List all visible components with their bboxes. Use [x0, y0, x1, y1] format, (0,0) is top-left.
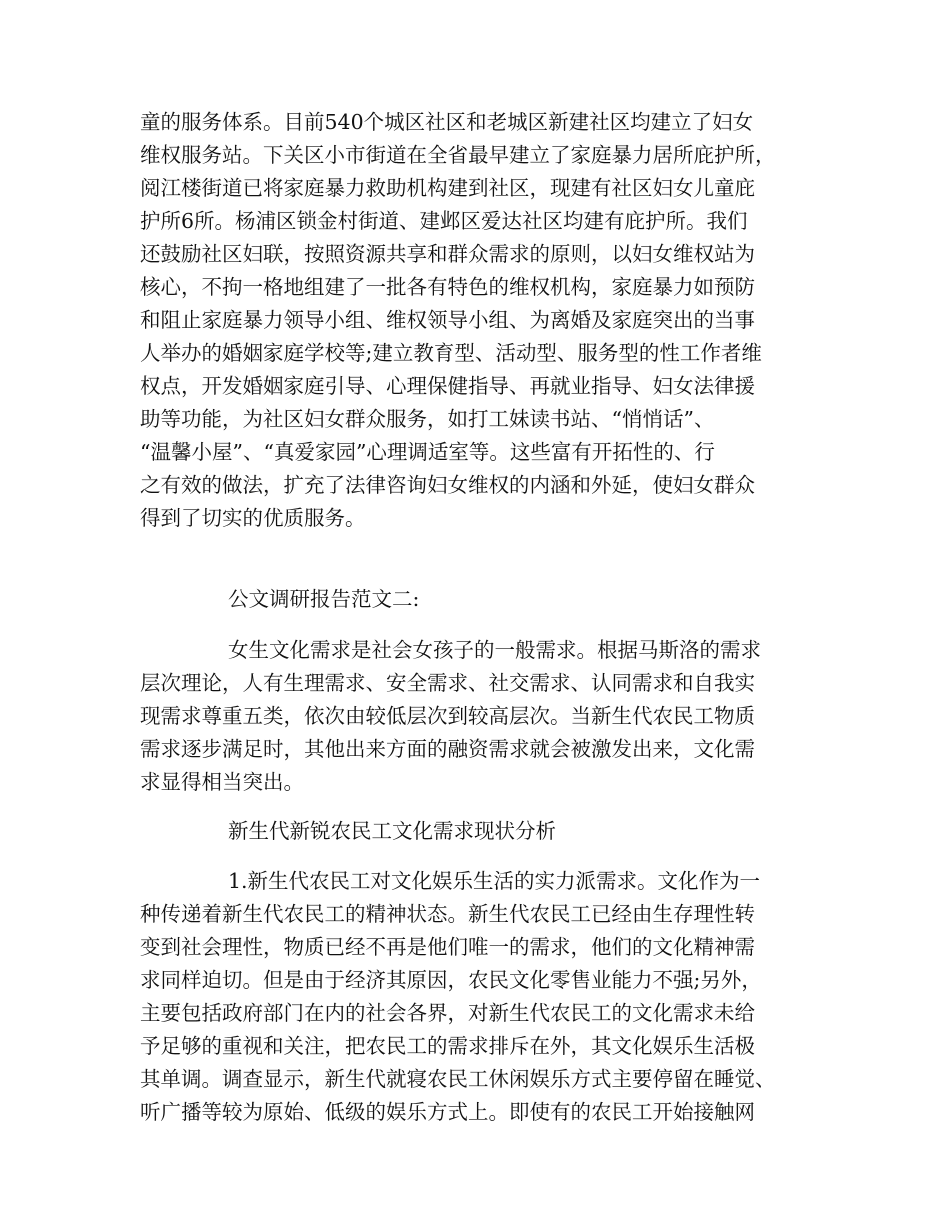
paragraph-1-line: 还鼓励社区妇联，按照资源共享和群众需求的原则，以妇女维权站为 — [140, 242, 755, 266]
paragraph-3-line: 其单调。调查显示，新生代就寝农民工休闲娱乐方式主要停留在睡觉、 — [140, 1067, 776, 1091]
section-heading: 公文调研报告范文二: — [228, 587, 420, 611]
paragraph-1-line: 得到了切实的优质服务。 — [140, 506, 366, 530]
paragraph-3-line: 变到社会理性，物质已经不再是他们唯一的需求，他们的文化精神需 — [140, 935, 755, 959]
paragraph-2-line: 求显得相当突出。 — [140, 770, 304, 794]
paragraph-2-line: 现需求尊重五类，依次由较低层次到较高层次。当新生代农民工物质 — [140, 704, 755, 728]
paragraph-3-line: 种传递着新生代农民工的精神状态。新生代农民工已经由生存理性转 — [140, 902, 755, 926]
paragraph-3-line: 予足够的重视和关注，把农民工的需求排斥在外，其文化娱乐生活极 — [140, 1034, 755, 1058]
paragraph-1-line: 助等功能，为社区妇女群众服务，如打工妹读书站、“悄悄话”、 — [140, 407, 715, 431]
paragraph-1-line: 之有效的做法，扩充了法律咨询妇女维权的内涵和外延，使妇女群众 — [140, 473, 755, 497]
paragraph-3-line: 主要包括政府部门在内的社会各界，对新生代农民工的文化需求未给 — [140, 1001, 755, 1025]
paragraph-3-line: 求同样迫切。但是由于经济其原因，农民文化零售业能力不强;另外， — [140, 968, 762, 992]
paragraph-1-line: 和阻止家庭暴力领导小组、维权领导小组、为离婚及家庭突出的当事 — [140, 308, 755, 332]
paragraph-1-line: 人举办的婚姻家庭学校等;建立教育型、活动型、服务型的性工作者维 — [140, 341, 762, 365]
paragraph-1-line: 阅江楼街道已将家庭暴力救助机构建到社区，现建有社区妇女儿童庇 — [140, 176, 755, 200]
paragraph-2-line: 需求逐步满足时，其他出来方面的融资需求就会被激发出来，文化需 — [140, 737, 755, 761]
paragraph-1-line: 权点，开发婚姻家庭引导、心理保健指导、再就业指导、妇女法律援 — [140, 374, 755, 398]
paragraph-3-line: 听广播等较为原始、低级的娱乐方式上。即使有的农民工开始接触网 — [140, 1100, 755, 1124]
paragraph-2-line: 层次理论，人有生理需求、安全需求、社交需求、认同需求和自我实 — [140, 671, 755, 695]
subheading: 新生代新锐农民工文化需求现状分析 — [228, 819, 556, 843]
paragraph-1-line: “温馨小屋”、“真爱家园”心理调适室等。这些富有开拓性的、行 — [140, 440, 715, 464]
paragraph-1-line: 护所6所。杨浦区锁金村街道、建邺区爱达社区均建有庇护所。我们 — [140, 209, 748, 233]
paragraph-3-line: 1.新生代农民工对文化娱乐生活的实力派需求。文化作为一 — [228, 869, 761, 893]
paragraph-1-line: 童的服务体系。目前540个城区社区和老城区新建社区均建立了妇女 — [140, 110, 754, 134]
paragraph-1-line: 维权服务站。下关区小市街道在全省最早建立了家庭暴力居所庇护所， — [140, 143, 776, 167]
paragraph-1-line: 核心，不拘一格地组建了一批各有特色的维权机构，家庭暴力如预防 — [140, 275, 755, 299]
paragraph-2-line: 女生文化需求是社会女孩子的一般需求。根据马斯洛的需求 — [228, 638, 761, 662]
